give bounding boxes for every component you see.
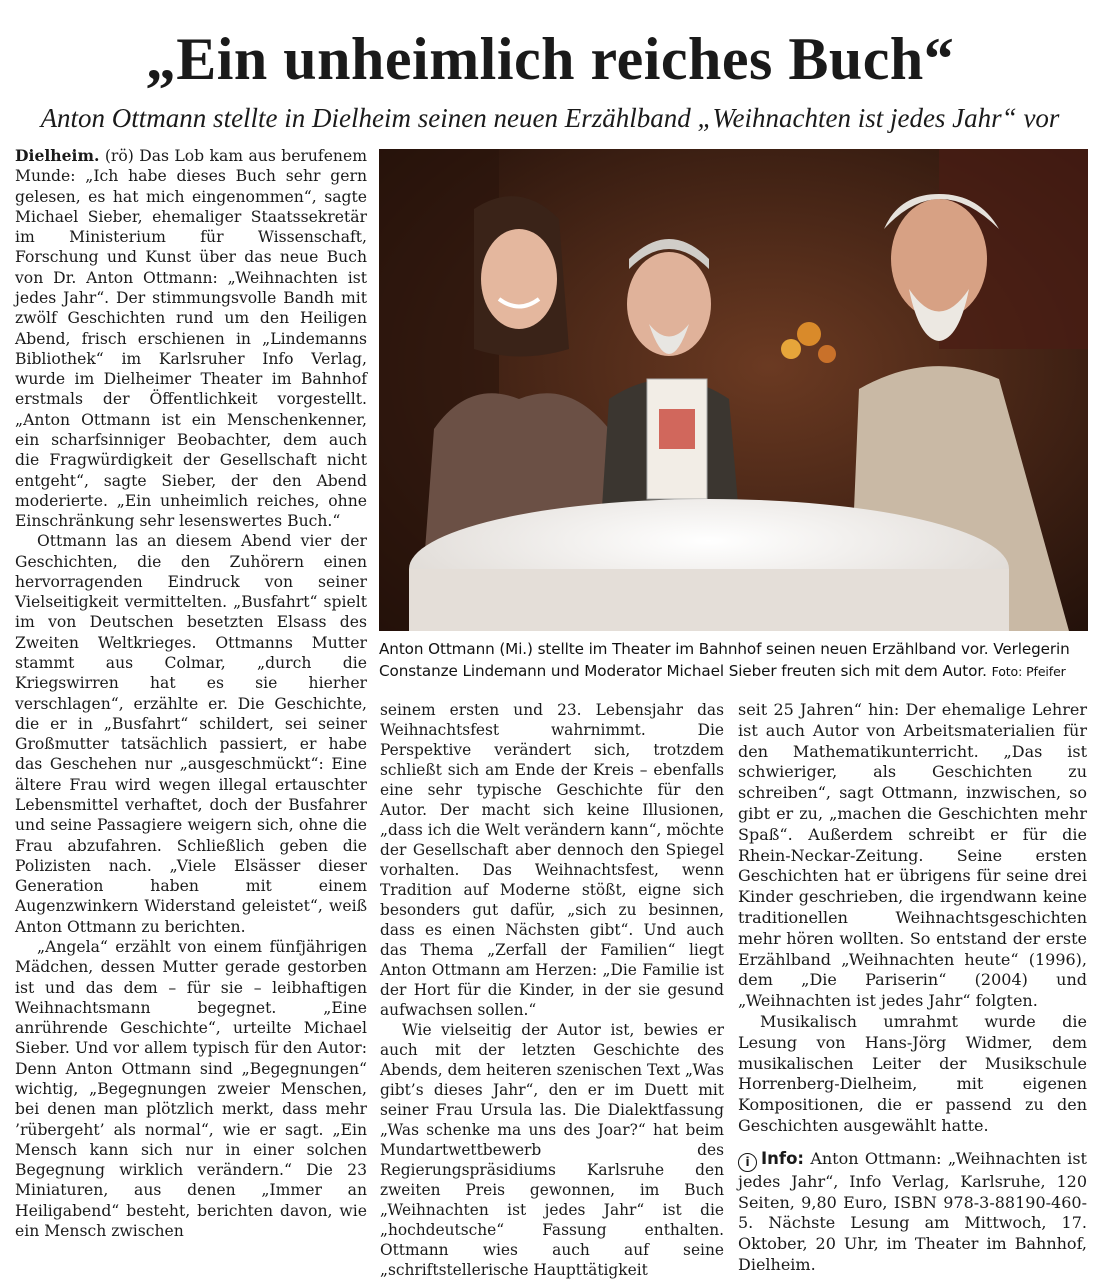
paragraph: Ottmann las an diesem Abend vier der Geschichten, die den Zuhörern einen hervorragenden Eindruck von seiner Vielseitigkeit vermittelten. „Busfahrt“ spielt im von Deutschen besetzten Elsass des Zweiten Weltkrieges. Ottmanns Mutter stammt aus Colmar, „durch die Kriegswirren hat es sie hierher verschlagen“, erzählte er. Die Geschichte, die er in „Busfahrt“ schildert, sei seiner Großmutter tatsächlich passiert, er habe das Geschehen nur „ausgeschmückt“: Eine ältere Frau wird wegen illegal ertauschter Lebensmittel verhaftet, doch der Busfahrer und seine Passagiere weigern sich, ohne die Frau abzufahren. Schließlich geben die Polizisten nach. „Viele Elsässer dieser Generation haben mit einem Augenzwinkern Widerstand geleistet“, weiß Anton Ottmann zu berichten. — [15, 532, 367, 936]
article-photo — [379, 149, 1088, 631]
paragraph: seit 25 Jahren“ hin: Der ehemalige Lehrer ist auch Autor von Arbeitsmaterialien für den Mathematikunterricht. „Das ist schwieriger, als Geschichten zu schreiben“, sagt Ottmann, inzwischen, so gibt er zu, „machen die Geschichten mehr Spaß“. Außerdem schreibt er für die Rhein-Neckar-Zeitung. Seine ersten Geschichten hat er übrigens für seine drei Kinder geschrieben, die irgendwann keine traditionellen Weihnachtsgeschichten mehr hören wollten. So entstand der erste Erzählband „Weihnachten heute“ (1996), dem „Die Pariserin“ (2004) und „Weihnachten ist jedes Jahr“ folgten. — [738, 700, 1087, 1011]
paragraph: Wie vielseitig der Autor ist, bewies er auch mit der letzten Geschichte des Abends, dem heiteren szenischen Text „Was gibt’s dieses Jahr“, den er im Duett mit seiner Frau Ursula las. Die Dialektfassung „Was schenke ma uns des Joar?“ hat beim Mundartwettbewerb des Regierungspräsidiums Karlsruhe den zweiten Preis gewonnen, im Buch „Weihnachten ist jedes Jahr“ ist die „hochdeutsche“ Fassung enthalten. Ottmann wies auch auf seine „schriftstellerische Haupttätigkeit — [380, 1021, 724, 1280]
headline: „Ein unheimlich reiches Buch“ — [145, 26, 955, 92]
paragraph: „Angela“ erzählt von einem fünfjährigen Mädchen, dessen Mutter gerade gestorben ist und das dem – für sie – leibhaftigen Weihnachtsmann begegnet. „Eine anrührende Geschichte“, urteilte Michael Sieber. Und vor allem typisch für den Autor: Denn Anton Ottmann sind „Begegnungen“ wichtig, „Begegnungen zweier Menschen, bei denen man plötzlich merkt, dass mehr ’rübergeht’ als normal“, wie er sagt. „Ein Mensch kann sich nur in einer solchen Begegnung wirklich verändern.“ Die 23 Miniaturen, aus denen „Immer an Heiligabend“ besteht, berichten davon, wie ein Mensch zwischen — [15, 937, 367, 1240]
photo-credit: Foto: Pfeifer — [991, 664, 1066, 679]
info-label: Info: — [761, 1148, 804, 1168]
photo-caption — [379, 638, 1088, 683]
article-column-2 — [380, 700, 724, 1280]
dateline: Dielheim. — [15, 146, 100, 165]
paragraph-text: (rö) Das Lob kam aus berufenem Munde: „Ich habe dieses Buch sehr gern gelesen, es hat mich eingenommen“, sagte Michael Sieber, ehemaliger Staatssekretär im Ministerium für Wissenschaft, Forschung und Kunst über das neue Buch von Dr. Anton Ottmann: „Weihnachten ist jedes Jahr“. Der stimmungsvolle Bandh mit zwölf Geschichten rund um den Heiligen Abend, frisch erschienen in „Lindemanns Bibliothek“ im Karlsruher Info Verlag, wurde im Dielheimer Theater im Bahnhof erstmals der Öffentlichkeit vorgestellt. „Anton Ottmann ist ein Menschenkenner, ein scharfsinniger Beobachter, dem auch die Fragwürdigkeit der Gesellschaft nicht entgeht“, sagte Sieber, der den Abend moderierte. „Ein unheimlich reiches, ohne Einschränkung sehr lesenswertes Buch.“ — [15, 147, 367, 531]
subheadline: Anton Ottmann stellte in Dielheim seinen neuen Erzählband „Weihnachten ist jedes Jahr“ vor — [40, 103, 1060, 133]
photo-three-people-at-table — [379, 149, 1088, 631]
caption-text: Anton Ottmann (Mi.) stellte im Theater im Bahnhof seinen neuen Erzählband vor. Verlegerin Constanze Lindemann und Moderator Michael Sieber freuten sich mit dem Autor. — [379, 640, 1070, 680]
paragraph: Musikalisch umrahmt wurde die Lesung von Hans-Jörg Widmer, dem musikalischen Leiter der Musikschule Horrenberg-Dielheim, mit eigenen Kompositionen, die er passend zu den Geschichten ausgewählt hatte. — [738, 1011, 1087, 1135]
paragraph: seinem ersten und 23. Lebensjahr das Weihnachtsfest wahrnimmt. Die Perspektive verändert sich, trotzdem schließt sich am Ende der Kreis – ebenfalls eine sehr typische Geschichte für den Autor. Der macht sich keine Illusionen, „dass ich die Welt verändern kann“, möchte der Gesellschaft aber dennoch den Spiegel vorhalten. Das Weihnachtsfest, wenn Tradition auf Moderne stößt, eigne sich besonders gut dafür, „sich zu besinnen, dass es einen Nächsten gibt“. Und auch das Thema „Zerfall der Familien“ liegt Anton Ottmann am Herzen: „Die Familie ist der Hort für die Kinder, in der sie gesund aufwachsen sollen.“ — [380, 701, 724, 1020]
paragraph — [15, 146, 367, 531]
info-text: Anton Ottmann: „Weihnachten ist jedes Jahr“, Info Verlag, Karlsruhe, 120 Seiten, 9,80 Euro, ISBN 978-3-88190-460-5. Nächste Lesung am Mittwoch, 17. Oktober, 20 Uhr, im Theater im Bahnhof, Dielheim. — [738, 1148, 1087, 1274]
article-column-3 — [738, 700, 1087, 1276]
info-circle-icon: i — [738, 1153, 757, 1172]
info-box — [738, 1149, 1087, 1276]
article-column-1 — [15, 146, 367, 1241]
